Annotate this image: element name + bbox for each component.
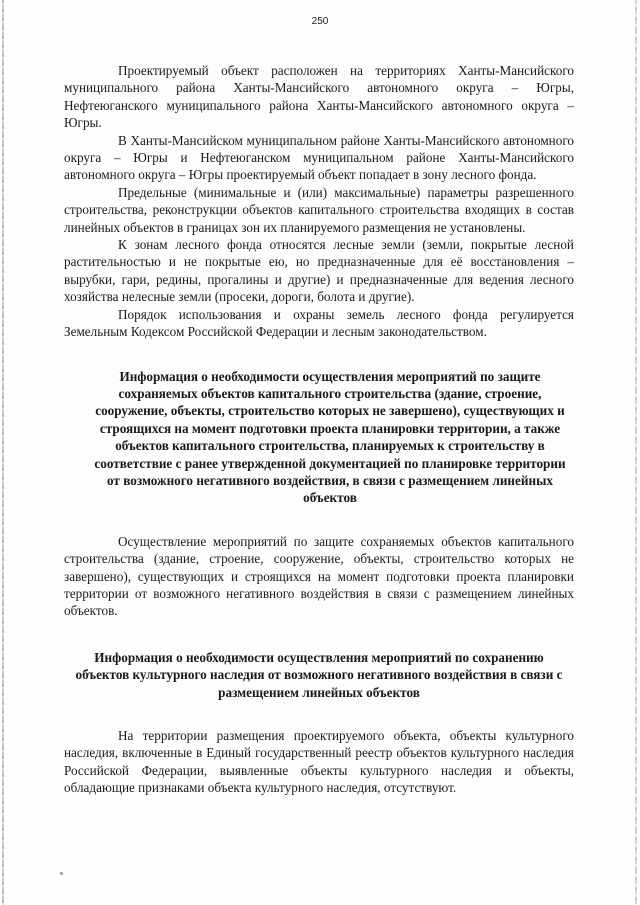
scan-edge-left <box>2 0 4 905</box>
scan-speck <box>60 872 63 875</box>
paragraph-protection-measures: Осуществление мероприятий по защите сохраняемых объектов капитального строительства (здание, строение, сооружение, объекты, строительство которых не завершено), существующих и строящихся на момент подготовки проекта планировки территории от возможного негативного воздействия в связи с размещением линейных объектов. <box>64 533 574 619</box>
paragraph-project-location: Проектируемый объект расположен на территориях Ханты-Мансийского муниципального района Ханты-Мансийского автономного округа – Югры, Нефтеюганского муниципального района Ханты-Мансийского автономного округа – Югры. <box>64 63 574 131</box>
scan-edge-right <box>635 0 637 905</box>
paragraph-land-regulation: Порядок использования и охраны земель лесного фонда регулируется Земельным Кодексом Российской Федерации и лесным законодательством. <box>64 306 574 340</box>
document-body <box>64 62 574 797</box>
section-heading-protection-measures: Информация о необходимости осуществления мероприятий по защите сохраняемых объектов капитального строительства (здание, строение, сооружение, объекты, строительство которых не завершено), существующих и строящихся на момент подготовки проекта планировки территории, а также объектов капитального строительства, планируемых к строительству в соответствие с ранее утвержденной документацией по планировке территории от возможного негативного воздействия, в связи с размещением линейных объектов <box>94 368 566 506</box>
paragraph-forest-zone: В Ханты-Мансийском муниципальном районе Ханты-Мансийского автономного округа – Югры и Нефтеюганском муниципальном районе Ханты-Мансийского автономного округа – Югры проектируемый объект попадает в зону лесного фонда. <box>64 132 574 183</box>
section-heading-cultural-heritage: Информация о необходимости осуществления мероприятий по сохранению объектов культурного наследия от возможного негативного воздействия в связи с размещением линейных объектов <box>75 649 563 700</box>
paragraph-forest-lands: К зонам лесного фонда относятся лесные земли (земли, покрытые лесной растительностью и не покрытые ею, но предназначенные для её восстановления – вырубки, гари, редины, прогалины и другие) и предназначенные для ведения лесного хозяйства нелесные земли (просеки, дороги, болота и другие). <box>64 237 574 305</box>
paragraph-cultural-heritage: На территории размещения проектируемого объекта, объекты культурного наследия, включенные в Единый государственный реестр объектов культурного наследия Российской Федерации, выявленные объекты культурного наследия и объекты, обладающие признаками объекта культурного наследия, отсутствуют. <box>64 728 574 796</box>
paragraph-construction-parameters: Предельные (минимальные и (или) максимальные) параметры разрешенного строительства, реконструкции объектов капитального строительства входящих в состав линейных объектов в границах зон их планируемого размещения не установлены. <box>64 184 574 235</box>
page-number: 250 <box>311 16 329 27</box>
